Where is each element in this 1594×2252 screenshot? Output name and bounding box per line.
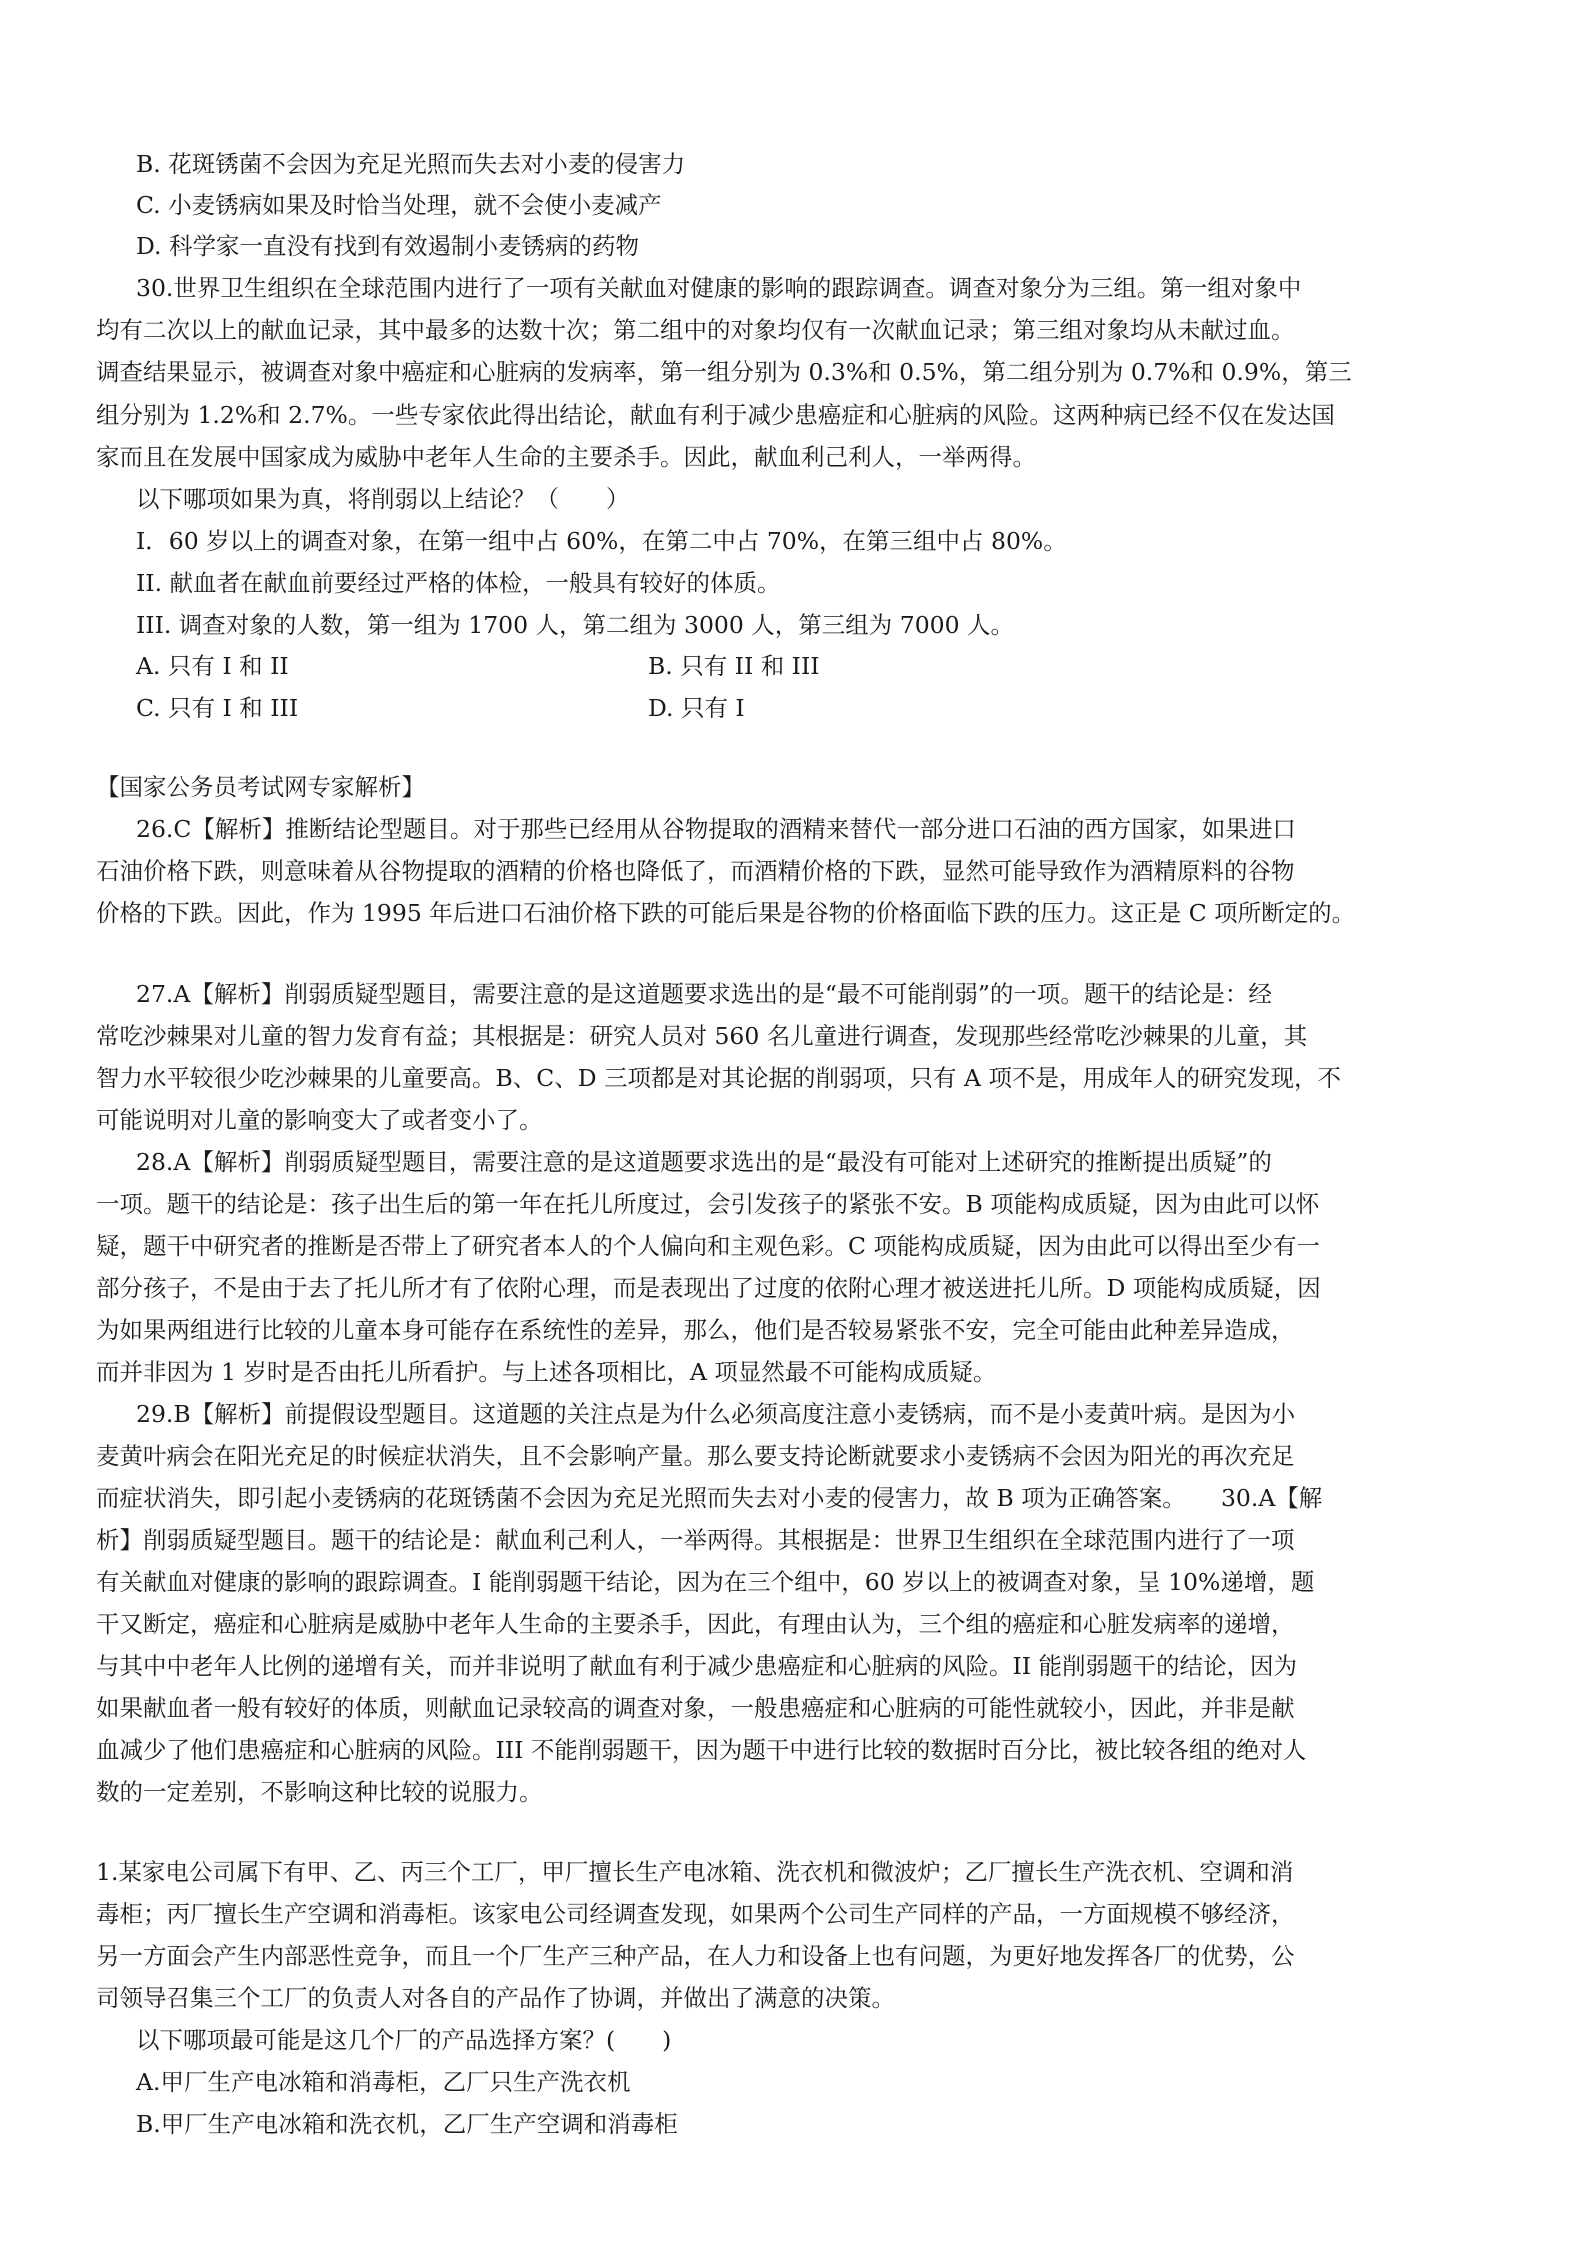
q29-option-d: D. 科学家一直没有找到有效遏制小麦锈病的药物 xyxy=(136,232,639,260)
q30-stem-line: 30.世界卫生组织在全球范围内进行了一项有关献血对健康的影响的跟踪调查。调查对象分为三组。第一组对象中 xyxy=(136,274,1302,302)
q30-option-d: D. 只有 I xyxy=(648,694,745,722)
analysis-header: 【国家公务员考试网专家解析】 xyxy=(96,773,425,801)
analysis-27-line: 27.A【解析】削弱质疑型题目，需要注意的是这道题要求选出的是“最不可能削弱”的一项。题干的结论是：经 xyxy=(136,980,1272,1008)
q30-statement-1: I．60 岁以上的调查对象，在第一组中占 60%，在第二中占 70%，在第三组中占 80%。 xyxy=(136,527,1067,555)
analysis-26-line: 26.C【解析】推断结论型题目。对于那些已经用从谷物提取的酒精来替代一部分进口石油的西方国家，如果进口 xyxy=(136,815,1296,843)
q30-stem-line: 组分别为 1.2%和 2.7%。一些专家依此得出结论，献血有利于减少患癌症和心脏病的风险。这两种病已经不仅在发达国 xyxy=(96,401,1335,429)
analysis-28-line: 而并非因为 1 岁时是否由托儿所看护。与上述各项相比，A 项显然最不可能构成质疑。 xyxy=(96,1358,997,1386)
analysis-30-line: 数的一定差别，不影响这种比较的说服力。 xyxy=(96,1778,543,1806)
q30-stem-line: 调查结果显示，被调查对象中癌症和心脏病的发病率，第一组分别为 0.3%和 0.5%，第二组分别为 0.7%和 0.9%，第三 xyxy=(96,358,1352,386)
analysis-28-line: 疑，题干中研究者的推断是否带上了研究者本人的个人偏向和主观色彩。C 项能构成质疑，因为由此可以得出至少有一 xyxy=(96,1232,1320,1260)
q1-stem-line: 另一方面会产生内部恶性竞争，而且一个厂生产三种产品，在人力和设备上也有问题，为更好地发挥各厂的优势，公 xyxy=(96,1942,1295,1970)
analysis-27-line: 可能说明对儿童的影响变大了或者变小了。 xyxy=(96,1106,543,1134)
q29-option-b: B. 花斑锈菌不会因为充足光照而失去对小麦的侵害力 xyxy=(136,150,686,178)
q1-question: 以下哪项最可能是这几个厂的产品选择方案？( ) xyxy=(136,2026,672,2054)
q29-option-c: C. 小麦锈病如果及时恰当处理，就不会使小麦减产 xyxy=(136,191,662,219)
analysis-26-line: 石油价格下跌，则意味着从谷物提取的酒精的价格也降低了，而酒精价格的下跌，显然可能导致作为酒精原料的谷物 xyxy=(96,857,1295,885)
analysis-30-line: 与其中中老年人比例的递增有关，而并非说明了献血有利于减少患癌症和心脏病的风险。II 能削弱题干的结论，因为 xyxy=(96,1652,1298,1680)
analysis-27-line: 常吃沙棘果对儿童的智力发育有益；其根据是：研究人员对 560 名儿童进行调查，发现那些经常吃沙棘果的儿童，其 xyxy=(96,1022,1308,1050)
q30-option-b: B. 只有 II 和 III xyxy=(648,652,820,680)
q1-option-a: A.甲厂生产电冰箱和消毒柜，乙厂只生产洗衣机 xyxy=(136,2068,631,2096)
analysis-30-line: 血减少了他们患癌症和心脏病的风险。III 不能削弱题干，因为题干中进行比较的数据时百分比，被比较各组的绝对人 xyxy=(96,1736,1307,1764)
q30-statement-3: III. 调查对象的人数，第一组为 1700 人，第二组为 3000 人，第三组为 7000 人。 xyxy=(136,611,1015,639)
q30-option-a: A. 只有 I 和 II xyxy=(136,652,289,680)
q1-option-b: B.甲厂生产电冰箱和洗衣机，乙厂生产空调和消毒柜 xyxy=(136,2110,678,2138)
q30-statement-2: II. 献血者在献血前要经过严格的体检，一般具有较好的体质。 xyxy=(136,569,781,597)
q30-stem-line: 均有二次以上的献血记录，其中最多的达数十次；第二组中的对象均仅有一次献血记录；第三组对象均从未献过血。 xyxy=(96,316,1295,344)
analysis-30-line: 干又断定，癌症和心脏病是威胁中老年人生命的主要杀手，因此，有理由认为，三个组的癌症和心脏发病率的递增， xyxy=(96,1610,1295,1638)
analysis-30-line: 如果献血者一般有较好的体质，则献血记录较高的调查对象，一般患癌症和心脏病的可能性就较小，因此，并非是献 xyxy=(96,1694,1295,1722)
analysis-29-line: 而症状消失，即引起小麦锈病的花斑锈菌不会因为充足光照而失去对小麦的侵害力，故 B 项为正确答案。 30.A【解 xyxy=(96,1484,1323,1512)
q1-stem-line: 毒柜；丙厂擅长生产空调和消毒柜。该家电公司经调查发现，如果两个公司生产同样的产品，一方面规模不够经济， xyxy=(96,1900,1295,1928)
analysis-29-line: 麦黄叶病会在阳光充足的时候症状消失，且不会影响产量。那么要支持论断就要求小麦锈病不会因为阳光的再次充足 xyxy=(96,1442,1295,1470)
q1-stem-line: 1.某家电公司属下有甲、乙、丙三个工厂，甲厂擅长生产电冰箱、洗衣机和微波炉；乙厂擅长生产洗衣机、空调和消 xyxy=(96,1858,1294,1886)
analysis-26-line: 价格的下跌。因此，作为 1995 年后进口石油价格下跌的可能后果是谷物的价格面临下跌的压力。这正是 C 项所断定的。 xyxy=(96,899,1356,927)
analysis-28-line: 部分孩子，不是由于去了托儿所才有了依附心理，而是表现出了过度的依附心理才被送进托儿所。D 项能构成质疑，因 xyxy=(96,1274,1321,1302)
analysis-30-line: 析】削弱质疑型题目。题干的结论是：献血利己利人，一举两得。其根据是：世界卫生组织在全球范围内进行了一项 xyxy=(96,1526,1295,1554)
analysis-30-line: 有关献血对健康的影响的跟踪调查。I 能削弱题干结论，因为在三个组中，60 岁以上的被调查对象，呈 10%递增，题 xyxy=(96,1568,1315,1596)
q30-option-c: C. 只有 I 和 III xyxy=(136,694,299,722)
q30-stem-line: 家而且在发展中国家成为威胁中老年人生命的主要杀手。因此，献血利己利人，一举两得。 xyxy=(96,443,1036,471)
analysis-29-line: 29.B【解析】前提假设型题目。这道题的关注点是为什么必须高度注意小麦锈病，而不是小麦黄叶病。是因为小 xyxy=(136,1400,1296,1428)
analysis-27-line: 智力水平较很少吃沙棘果的儿童要高。B、C、D 三项都是对其论据的削弱项，只有 A 项不是，用成年人的研究发现，不 xyxy=(96,1064,1341,1092)
analysis-28-line: 为如果两组进行比较的儿童本身可能存在系统性的差异，那么，他们是否较易紧张不安，完全可能由此种差异造成， xyxy=(96,1316,1295,1344)
q30-question: 以下哪项如果为真，将削弱以上结论？（ ） xyxy=(136,485,630,513)
q1-stem-line: 司领导召集三个工厂的负责人对各自的产品作了协调，并做出了满意的决策。 xyxy=(96,1984,895,2012)
analysis-28-line: 28.A【解析】削弱质疑型题目，需要注意的是这道题要求选出的是“最没有可能对上述研究的推断提出质疑”的 xyxy=(136,1148,1272,1176)
analysis-28-line: 一项。题干的结论是：孩子出生后的第一年在托儿所度过，会引发孩子的紧张不安。B 项能构成质疑，因为由此可以怀 xyxy=(96,1190,1320,1218)
